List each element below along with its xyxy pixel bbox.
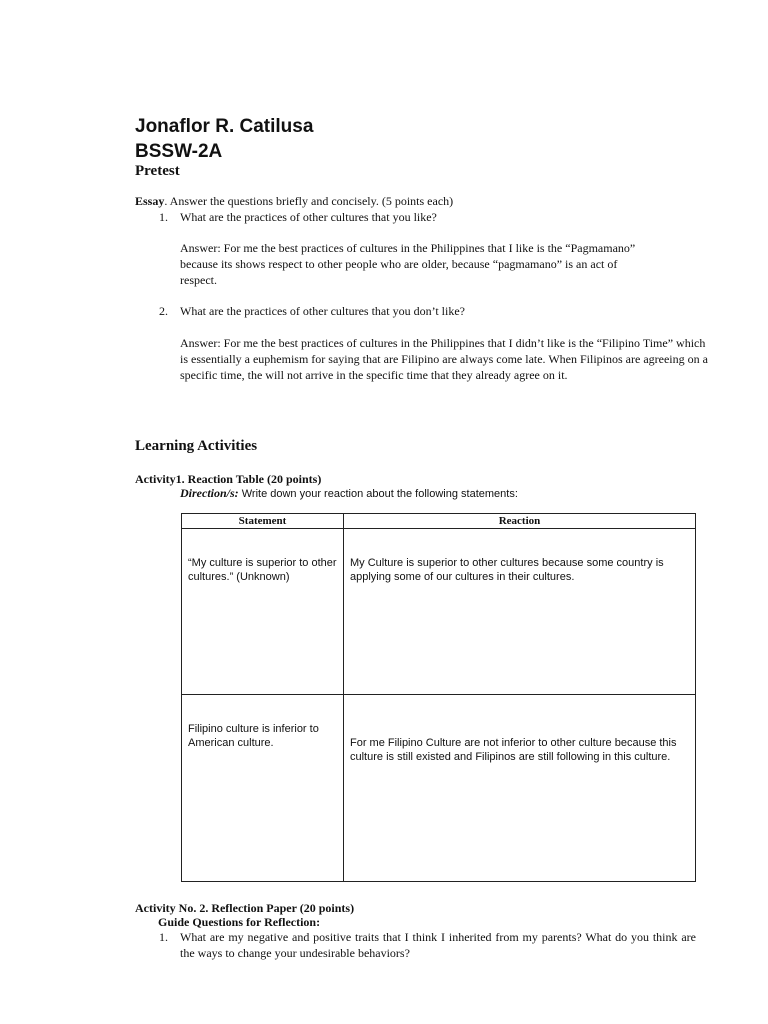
essay-answer-2: Answer: For me the best practices of cultures in the Philippines that I didn’t like is the “Filipino Time” which is essentially a euphemism for saying that are Filipino are always come late. When Filipinos are agreeing on a specific time, the will not arrive in the specific time that they already agree on it. [180, 336, 708, 382]
reaction-cell: My Culture is superior to other cultures because some country is applying some of our cultures in their cultures. [344, 529, 696, 695]
header-reaction: Reaction [344, 514, 696, 529]
essay-instruction [135, 193, 453, 209]
table-row [182, 529, 696, 695]
course-section: BSSW-2A [135, 141, 223, 162]
activity-1-direction [180, 485, 518, 502]
activity-2-title: Activity No. 2. Reflection Paper (20 points) [135, 901, 355, 915]
statement-cell: “My culture is superior to other cultures.” (Unknown) [182, 529, 344, 695]
reaction-table [181, 513, 696, 882]
activity-1-title: Activity1. Reaction Table (20 points) [135, 472, 322, 486]
question-number: 1. [159, 210, 168, 224]
table-header-row [182, 514, 696, 529]
reaction-cell: For me Filipino Culture are not inferior to other culture because this culture is still existed and Filipinos are still following in this culture. [344, 695, 696, 882]
statement-cell: Filipino culture is inferior to American culture. [182, 695, 344, 882]
essay-question-2: What are the practices of other cultures that you don’t like? [180, 304, 465, 318]
essay-question-1: What are the practices of other cultures that you like? [180, 210, 437, 224]
student-name: Jonaflor R. Catilusa [135, 116, 314, 137]
essay-label: Essay [135, 194, 165, 208]
question-number: 1. [159, 930, 168, 944]
direction-text: Write down your reaction about the following statements: [238, 488, 518, 500]
table-row [182, 695, 696, 882]
header-statement: Statement [182, 514, 344, 529]
guide-questions-heading: Guide Questions for Reflection: [158, 915, 321, 929]
question-number: 2. [159, 304, 168, 318]
learning-activities-heading: Learning Activities [135, 438, 258, 454]
reflection-question-1: What are my negative and positive traits that I think I inherited from my parents? What do you think are the ways to change your undesirable behaviors? [180, 930, 696, 960]
direction-label: Direction/s: [180, 486, 239, 500]
essay-instruction-text: . Answer the questions briefly and concisely. (5 points each) [164, 194, 454, 208]
essay-answer-1: Answer: For me the best practices of cultures in the Philippines that I like is the “Pagmamano” because its shows respect to other people who are older, because “pagmamano” is an act of respect. [180, 241, 636, 287]
pretest-heading: Pretest [135, 163, 180, 179]
